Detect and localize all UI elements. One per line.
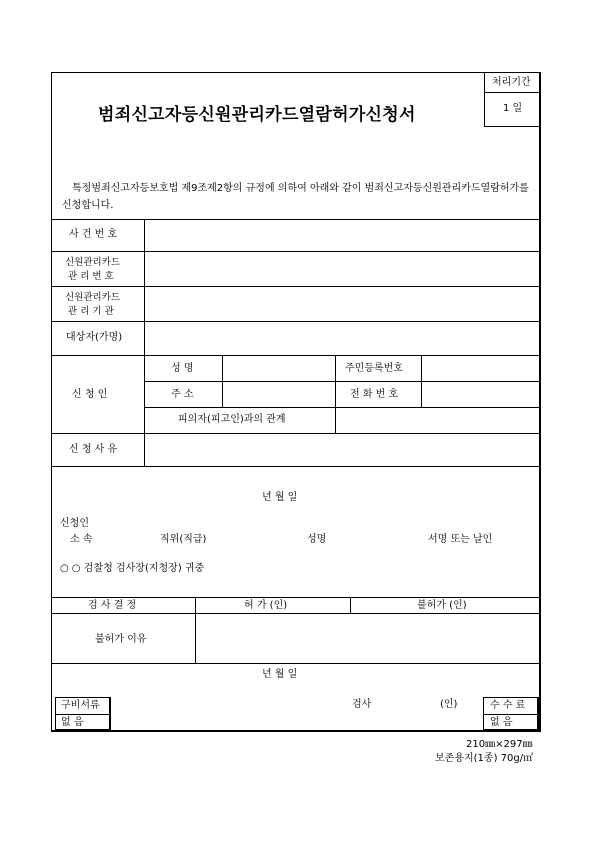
permit-label: 허 가 (인) <box>244 600 288 611</box>
col-divider <box>421 355 422 407</box>
fee-box-divider <box>483 714 539 715</box>
row-line <box>144 407 541 408</box>
reason-label: 신 청 사 유 <box>69 444 118 455</box>
deny-label: 불허가 (인) <box>417 600 467 611</box>
resident-number-label: 주민등록번호 <box>345 363 403 374</box>
affiliation-label: 소 속 <box>70 534 93 545</box>
docs-label: 구비서류 <box>61 700 100 711</box>
card-agency-label-2: 관 리 기 관 <box>68 306 114 317</box>
relationship-label: 피의자(피고인)과의 관계 <box>178 414 286 425</box>
row-line <box>51 321 541 322</box>
fee-label: 수 수 료 <box>490 700 526 711</box>
decision-date: 년 월 일 <box>262 669 298 680</box>
card-number-label-2: 관 리 번 호 <box>68 271 114 282</box>
decision-bottom-line <box>51 663 541 664</box>
name-label: 성 명 <box>171 363 194 374</box>
table-bottom-border <box>51 466 541 467</box>
form-frame <box>51 72 541 732</box>
docs-box-divider <box>55 714 111 715</box>
position-label: 직위(직급) <box>160 534 207 545</box>
decision-top-border <box>51 597 541 598</box>
card-agency-label-1: 신원관리카드 <box>65 292 121 303</box>
row-line <box>51 286 541 287</box>
subject-label: 대상자(가명) <box>66 332 123 343</box>
intro-paragraph: 특정범죄신고자등보호법 제9조제2항의 규정에 의하여 아래와 같이 범죄신고자등신원관리카드열람허가를 신청합니다. <box>62 183 529 211</box>
processing-period-value: 1 일 <box>503 103 523 114</box>
card-number-label-1: 신원관리카드 <box>65 257 121 268</box>
decision-col-divider <box>195 597 196 663</box>
case-number-label: 사 건 번 호 <box>69 229 118 240</box>
paper-size: 210㎜×297㎜ <box>466 739 533 750</box>
application-date: 년 월 일 <box>262 492 298 503</box>
period-box-left <box>484 72 485 126</box>
decision-header: 검 사 결 정 <box>88 600 137 611</box>
label-column-divider <box>144 219 145 466</box>
address-label: 주 소 <box>171 389 194 400</box>
row-line <box>51 355 541 356</box>
decision-col-divider <box>350 597 351 613</box>
row-line <box>51 433 541 434</box>
paper-spec: 보존용지(1종) 70g/㎡ <box>435 753 534 764</box>
addressee: ○ ○ 검찰청 검사장(지청장) 귀중 <box>60 563 205 574</box>
signature-name-label: 성명 <box>307 534 327 545</box>
period-box-bottom <box>484 126 540 127</box>
row-line <box>144 381 541 382</box>
col-divider <box>335 355 336 433</box>
table-top-border <box>51 219 541 220</box>
processing-period-label: 처리기간 <box>492 77 531 88</box>
col-divider <box>222 355 223 407</box>
decision-header-line <box>51 613 541 614</box>
page-title: 범죄신고자등신원관리카드열람허가신청서 <box>98 105 416 125</box>
docs-value: 없 음 <box>61 717 84 728</box>
prosecutor-seal: (인) <box>440 699 458 710</box>
phone-label: 전 화 번 호 <box>350 389 399 400</box>
row-line <box>51 251 541 252</box>
period-box-mid <box>484 92 540 93</box>
applicant-signature-label: 신청인 <box>60 518 89 529</box>
prosecutor-label: 검사 <box>352 699 372 710</box>
fee-value: 없 음 <box>490 717 513 728</box>
seal-label: 서명 또는 날인 <box>428 534 493 545</box>
deny-reason-label: 불허가 이유 <box>95 634 147 645</box>
applicant-label: 신 청 인 <box>72 389 108 400</box>
